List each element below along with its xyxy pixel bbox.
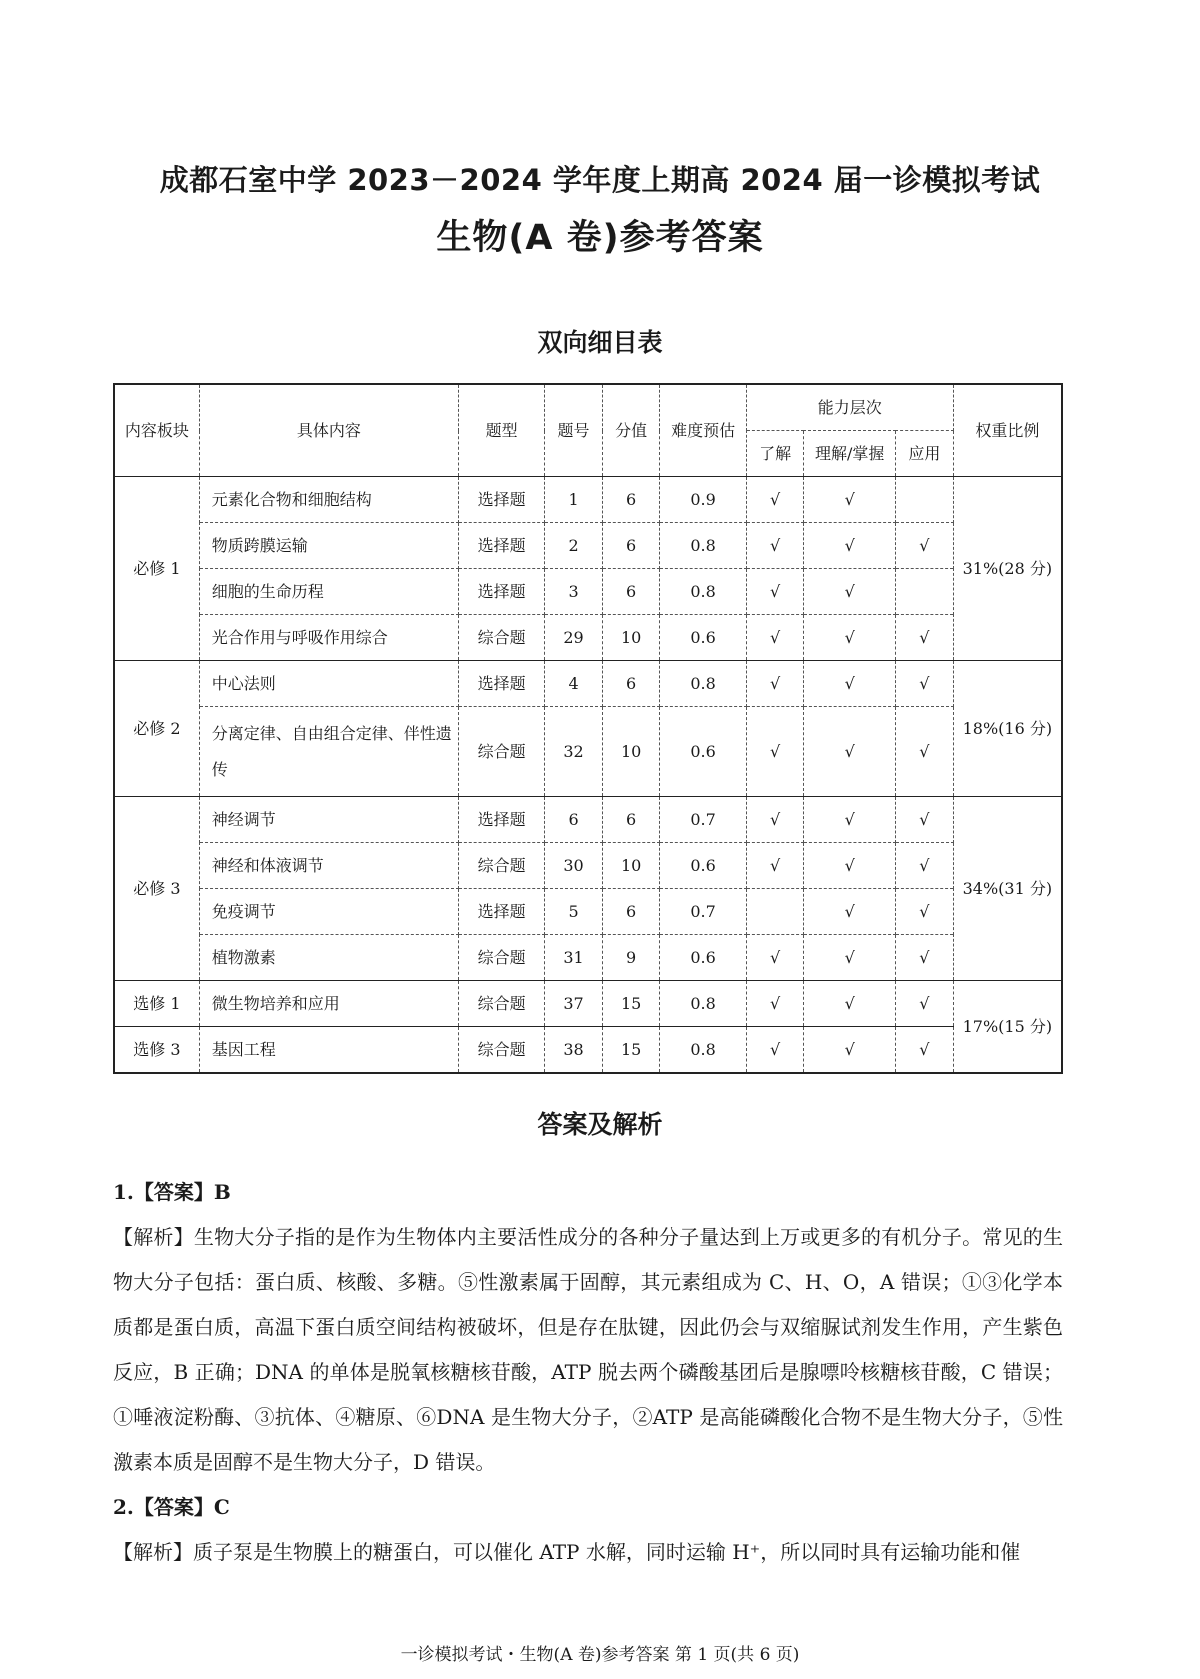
answer-1-analysis: 【解析】生物大分子指的是作为生物体内主要活性成分的各种分子量达到上万或更多的有机分子。常见的生物大分子包括：蛋白质、核酸、多糖。⑤性激素属于固醇，其元素组成为 C、H、O，A 错误；①③化学本质都是蛋白质，高温下蛋白质空间结构被破坏，但是存在肽键，因此仍会与双缩脲试剂发生作用，产生紫色反应，B 正确；DNA 的单体是脱氧核糖核苷酸，ATP 脱去两个磷酸基团后是腺嘌呤核糖核苷酸，C 错误；①唾液淀粉酶、③抗体、④糖原、⑥DNA 是生物大分子，②ATP 是高能磷酸化合物不是生物大分子，⑤性激素本质是固醇不是生物大分子，D 错误。 <box>113 1225 1063 1474</box>
header-block: 内容板块 <box>114 384 199 477</box>
content-cell: 光合作用与呼吸作用综合 <box>199 615 458 661</box>
apply-check-cell: √ <box>896 661 954 707</box>
block-cell: 必修 2 <box>114 661 199 797</box>
content-cell: 元素化合物和细胞结构 <box>199 477 458 523</box>
number-cell: 31 <box>545 935 603 981</box>
number-cell: 2 <box>545 523 603 569</box>
block-cell: 选修 3 <box>114 1027 199 1074</box>
difficulty-cell: 0.6 <box>660 843 746 889</box>
understand-check-cell: √ <box>746 661 804 707</box>
table-row <box>114 477 1062 523</box>
answer-2-head: 2.【答案】C <box>113 1495 230 1519</box>
content-cell: 微生物培养和应用 <box>199 981 458 1027</box>
type-cell: 选择题 <box>458 569 544 615</box>
header-type: 题型 <box>458 384 544 477</box>
grasp-check-cell: √ <box>804 707 896 797</box>
apply-check-cell: √ <box>896 889 954 935</box>
score-cell: 6 <box>602 523 660 569</box>
grasp-check-cell: √ <box>804 615 896 661</box>
content-cell: 免疫调节 <box>199 889 458 935</box>
understand-check-cell: √ <box>746 707 804 797</box>
apply-check-cell <box>896 569 954 615</box>
header-ability: 能力层次 <box>746 384 953 431</box>
block-cell: 必修 3 <box>114 797 199 981</box>
block-cell: 必修 1 <box>114 477 199 661</box>
grasp-check-cell: √ <box>804 797 896 843</box>
understand-check-cell: √ <box>746 615 804 661</box>
difficulty-cell: 0.7 <box>660 889 746 935</box>
header-grasp: 理解/掌握 <box>804 431 896 477</box>
understand-check-cell <box>746 889 804 935</box>
exam-title: 成都石室中学 2023－2024 学年度上期高 2024 届一诊模拟考试 <box>159 163 1041 197</box>
understand-check-cell: √ <box>746 981 804 1027</box>
type-cell: 选择题 <box>458 889 544 935</box>
difficulty-cell: 0.6 <box>660 935 746 981</box>
table-row <box>114 981 1062 1027</box>
type-cell: 综合题 <box>458 981 544 1027</box>
header-number: 题号 <box>545 384 603 477</box>
grasp-check-cell: √ <box>804 935 896 981</box>
score-cell: 6 <box>602 661 660 707</box>
content-cell: 分离定律、自由组合定律、伴性遗传 <box>199 707 458 797</box>
grasp-check-cell: √ <box>804 523 896 569</box>
content-cell: 物质跨膜运输 <box>199 523 458 569</box>
answers-title: 答案及解析 <box>537 1110 663 1139</box>
content-cell: 中心法则 <box>199 661 458 707</box>
table-row <box>114 1027 1062 1074</box>
header-weight: 权重比例 <box>953 384 1062 477</box>
header-score: 分值 <box>602 384 660 477</box>
difficulty-cell: 0.6 <box>660 615 746 661</box>
difficulty-cell: 0.8 <box>660 523 746 569</box>
spec-table-title: 双向细目表 <box>537 328 663 357</box>
weight-cell: 31%(28 分) <box>953 477 1062 661</box>
content-cell: 细胞的生命历程 <box>199 569 458 615</box>
number-cell: 30 <box>545 843 603 889</box>
grasp-check-cell: √ <box>804 661 896 707</box>
grasp-check-cell: √ <box>804 1027 896 1074</box>
score-cell: 9 <box>602 935 660 981</box>
understand-check-cell: √ <box>746 1027 804 1074</box>
score-cell: 10 <box>602 707 660 797</box>
type-cell: 综合题 <box>458 843 544 889</box>
number-cell: 37 <box>545 981 603 1027</box>
number-cell: 1 <box>545 477 603 523</box>
score-cell: 6 <box>602 477 660 523</box>
number-cell: 29 <box>545 615 603 661</box>
number-cell: 32 <box>545 707 603 797</box>
document-title: 生物(A 卷)参考答案 <box>436 218 764 258</box>
score-cell: 6 <box>602 889 660 935</box>
header-content: 具体内容 <box>199 384 458 477</box>
apply-check-cell: √ <box>896 615 954 661</box>
type-cell: 综合题 <box>458 1027 544 1074</box>
answer-2-analysis: 【解析】质子泵是生物膜上的糖蛋白，可以催化 ATP 水解，同时运输 H⁺，所以同时具有运输功能和催 <box>113 1540 1021 1564</box>
number-cell: 6 <box>545 797 603 843</box>
apply-check-cell: √ <box>896 1027 954 1074</box>
table-row <box>114 523 1062 569</box>
table-row <box>114 661 1062 707</box>
weight-cell: 17%(15 分) <box>953 981 1062 1074</box>
apply-check-cell: √ <box>896 797 954 843</box>
score-cell: 10 <box>602 843 660 889</box>
table-row <box>114 569 1062 615</box>
header-apply: 应用 <box>896 431 954 477</box>
spec-table <box>113 383 1063 1074</box>
difficulty-cell: 0.9 <box>660 477 746 523</box>
type-cell: 综合题 <box>458 935 544 981</box>
answer-1-head: 1.【答案】B <box>113 1180 231 1204</box>
type-cell: 选择题 <box>458 523 544 569</box>
difficulty-cell: 0.7 <box>660 797 746 843</box>
content-cell: 神经调节 <box>199 797 458 843</box>
table-row <box>114 935 1062 981</box>
number-cell: 38 <box>545 1027 603 1074</box>
table-row <box>114 615 1062 661</box>
block-cell: 选修 1 <box>114 981 199 1027</box>
difficulty-cell: 0.6 <box>660 707 746 797</box>
score-cell: 10 <box>602 615 660 661</box>
table-row <box>114 797 1062 843</box>
table-row <box>114 843 1062 889</box>
weight-cell: 18%(16 分) <box>953 661 1062 797</box>
apply-check-cell <box>896 477 954 523</box>
content-cell: 植物激素 <box>199 935 458 981</box>
table-row <box>114 889 1062 935</box>
understand-check-cell: √ <box>746 843 804 889</box>
header-difficulty: 难度预估 <box>660 384 746 477</box>
score-cell: 6 <box>602 569 660 615</box>
score-cell: 6 <box>602 797 660 843</box>
number-cell: 4 <box>545 661 603 707</box>
type-cell: 综合题 <box>458 707 544 797</box>
apply-check-cell: √ <box>896 843 954 889</box>
spec-table-body <box>114 477 1062 1074</box>
understand-check-cell: √ <box>746 569 804 615</box>
understand-check-cell: √ <box>746 523 804 569</box>
difficulty-cell: 0.8 <box>660 1027 746 1074</box>
grasp-check-cell: √ <box>804 981 896 1027</box>
content-cell: 神经和体液调节 <box>199 843 458 889</box>
number-cell: 3 <box>545 569 603 615</box>
difficulty-cell: 0.8 <box>660 661 746 707</box>
type-cell: 选择题 <box>458 797 544 843</box>
grasp-check-cell: √ <box>804 477 896 523</box>
content-cell: 基因工程 <box>199 1027 458 1074</box>
type-cell: 综合题 <box>458 615 544 661</box>
table-row <box>114 707 1062 797</box>
apply-check-cell: √ <box>896 981 954 1027</box>
apply-check-cell: √ <box>896 935 954 981</box>
understand-check-cell: √ <box>746 477 804 523</box>
weight-cell: 34%(31 分) <box>953 797 1062 981</box>
grasp-check-cell: √ <box>804 569 896 615</box>
grasp-check-cell: √ <box>804 889 896 935</box>
score-cell: 15 <box>602 981 660 1027</box>
page-footer: 一诊模拟考试・生物(A 卷)参考答案 第 1 页(共 6 页) <box>400 1645 800 1665</box>
difficulty-cell: 0.8 <box>660 981 746 1027</box>
understand-check-cell: √ <box>746 935 804 981</box>
header-understand: 了解 <box>746 431 804 477</box>
type-cell: 选择题 <box>458 661 544 707</box>
score-cell: 15 <box>602 1027 660 1074</box>
apply-check-cell: √ <box>896 523 954 569</box>
number-cell: 5 <box>545 889 603 935</box>
understand-check-cell: √ <box>746 797 804 843</box>
apply-check-cell: √ <box>896 707 954 797</box>
answers-section <box>113 1170 1063 1575</box>
type-cell: 选择题 <box>458 477 544 523</box>
grasp-check-cell: √ <box>804 843 896 889</box>
difficulty-cell: 0.8 <box>660 569 746 615</box>
